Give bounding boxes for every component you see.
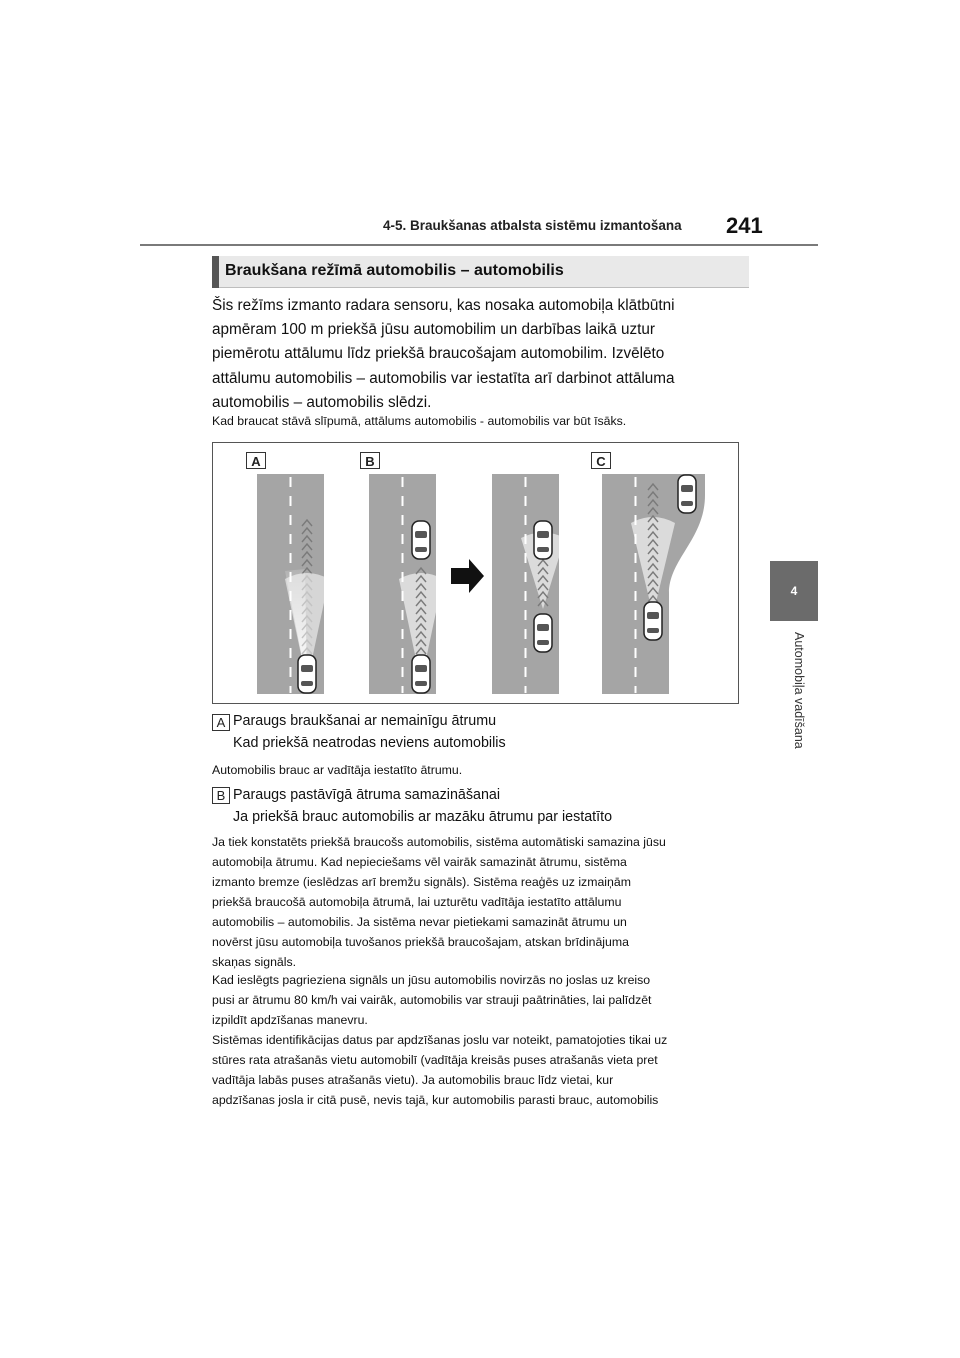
body-paragraph-1	[212, 832, 666, 972]
road-a	[257, 474, 329, 694]
body-line: pusi ar ātrumu 80 km/h vai vairāk, automobilis var strauji paātrināties, lai palīdzēt	[212, 993, 652, 1007]
body-line: izmanto bremze (ieslēdzas arī bremžu signāls). Sistēma reaģēs uz izmaiņām	[212, 875, 631, 889]
body-line: vadītāja labās puses atrašanās vietu). Ja automobilis brauc līdz vietai, kur	[212, 1073, 614, 1087]
item-marker-a: A	[212, 714, 230, 731]
body-line: priekšā braucošā automobiļa ātrumā, lai uzturētu vadītāja iestatīto attālumu	[212, 895, 622, 909]
road-c	[602, 474, 705, 694]
figure-label-c: C	[591, 452, 611, 469]
chapter-number: 4	[790, 584, 798, 598]
item-a-subtitle: Kad priekšā neatrodas neviens automobilis	[233, 735, 506, 751]
item-b-text	[233, 784, 612, 828]
body-line: skaņas signāls.	[212, 955, 297, 969]
figure-label-b: B	[360, 452, 380, 469]
intro-line: automobilis – automobilis slēdzi.	[212, 393, 432, 411]
section-heading-bar	[212, 256, 219, 288]
intro-line: piemērotu attālumu līdz priekšā braucošajam automobilim. Izvēlēto	[212, 345, 665, 363]
body-line: Sistēmas identifikācijas datus par apdzīšanas joslu var noteikt, pamatojoties tikai uz	[212, 1033, 668, 1047]
item-a-text	[233, 710, 506, 754]
page-number: 241	[726, 213, 763, 238]
body-line: Kad ieslēgts pagrieziena signāls un jūsu automobilis novirzās no joslas uz kreiso	[212, 973, 651, 987]
body-paragraph-2	[212, 970, 651, 1030]
intro-line: Šis režīms izmanto radara sensoru, kas nosaka automobiļa klātbūtni	[212, 297, 675, 314]
road-b-after	[492, 474, 565, 694]
body-line: apdzīšanas josla ir citā pusē, nevis tajā, kur automobilis parasti brauc, automobilis	[212, 1093, 659, 1107]
body-paragraph-3	[212, 1030, 667, 1110]
header-rule	[140, 244, 818, 246]
body-line: novērst jūsu automobiļa tuvošanos priekšā braucošajam, atskan brīdinājuma	[212, 935, 629, 949]
section-heading: Braukšana režīmā automobilis – automobilis	[225, 262, 564, 279]
section-title: 4-5. Braukšanas atbalsta sistēmu izmantošana	[383, 218, 682, 233]
item-b-title: Paraugs pastāvīgā ātruma samazināšanai	[233, 787, 501, 803]
item-a-description: Automobilis brauc ar vadītāja iestatīto ātrumu.	[212, 763, 463, 777]
acc-diagram-illustration	[213, 443, 740, 705]
figure-label-a: A	[246, 452, 266, 469]
slope-note: Kad braucat stāvā slīpumā, attālums automobilis - automobilis var būt īsāks.	[212, 414, 627, 428]
road-b-before	[369, 474, 443, 694]
transition-arrow	[451, 559, 484, 593]
acc-diagram	[212, 442, 739, 704]
body-line: automobilis – automobilis. Ja sistēma nevar pietiekami samazināt ātrumu un	[212, 915, 627, 929]
body-line: automobiļa ātrumu. Kad nepieciešams vēl vairāk samazināt ātrumu, sistēma	[212, 855, 627, 869]
chapter-label: Automobiļa vadīšana	[792, 632, 806, 749]
item-b-subtitle: Ja priekšā brauc automobilis ar mazāku ātrumu par iestatīto	[233, 809, 613, 825]
body-line: izpildīt apdzīšanas manevru.	[212, 1013, 368, 1027]
intro-line: attālumu automobilis – automobilis var iestatīta arī darbinot attāluma	[212, 369, 675, 387]
item-marker-b: B	[212, 787, 230, 804]
item-a-title: Paraugs braukšanai ar nemainīgu ātrumu	[233, 713, 497, 729]
intro-paragraph	[212, 294, 752, 415]
intro-line: apmēram 100 m priekšā jūsu automobilim un darbības laikā uztur	[212, 321, 655, 339]
body-line: stūres rata atrašanās vietu automobilī (vadītāja kreisās puses atrašanās vieta pret	[212, 1053, 658, 1067]
body-line: Ja tiek konstatēts priekšā braucošs automobilis, sistēma automātiski samazina jūsu	[212, 835, 666, 849]
